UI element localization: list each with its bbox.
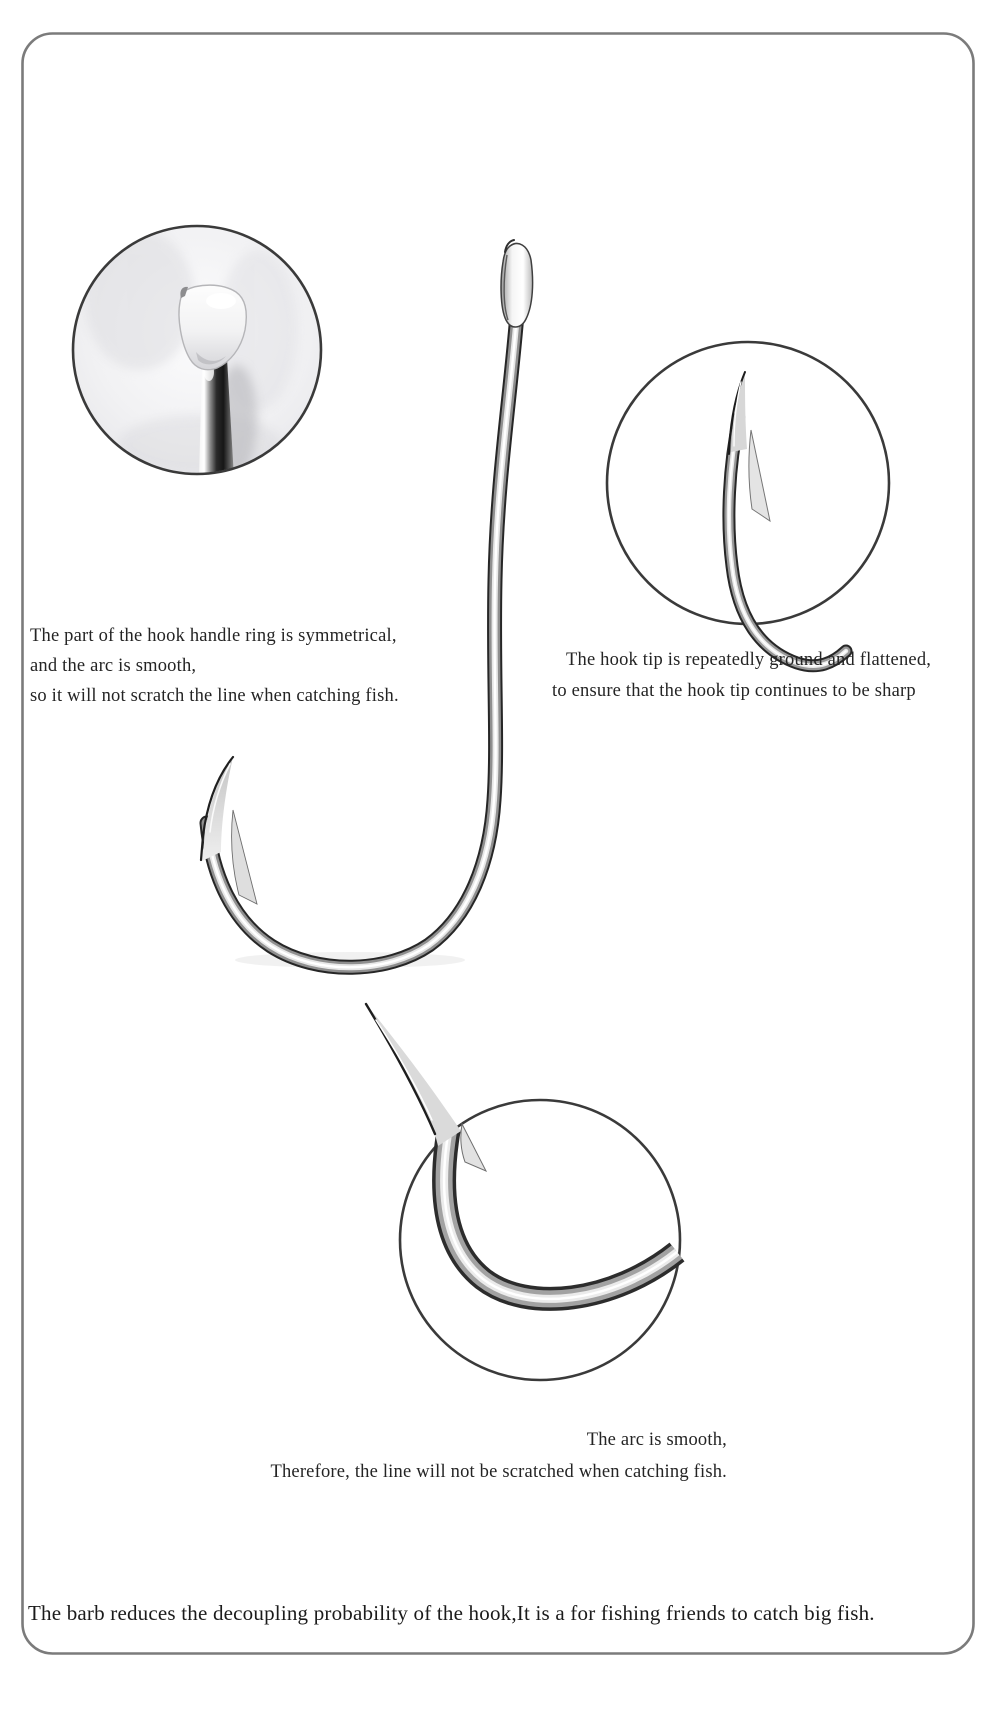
arc-note-line-1: The arc is smooth,	[586, 1430, 727, 1450]
eye-note-line-1: The part of the hook handle ring is symmetrical,	[30, 626, 397, 646]
tip-note-line-1: The hook tip is repeatedly ground and flattened,	[566, 650, 932, 670]
tip-detail-circle	[607, 342, 889, 624]
hook-point	[202, 757, 233, 861]
eye-note	[30, 621, 399, 711]
eye-note-line-2: and the arc is smooth,	[30, 656, 197, 676]
bend-detail-callout	[366, 1004, 680, 1380]
arc-note-line-2: Therefore, the line will not be scratched when catching fish.	[270, 1462, 727, 1482]
arc-note	[0, 1424, 727, 1488]
eye-note-line-3: so it will not scratch the line when catching fish.	[30, 686, 399, 706]
hook-barb	[232, 810, 257, 904]
tip-detail-callout	[607, 342, 889, 666]
tip-note	[552, 645, 931, 707]
eye-detail-callout	[73, 226, 321, 478]
barb-note: The barb reduces the decoupling probability of the hook,It is a for fishing friends to catch big fish.	[28, 1601, 875, 1625]
tip-note-line-2: to ensure that the hook tip continues to be sharp	[552, 681, 916, 701]
